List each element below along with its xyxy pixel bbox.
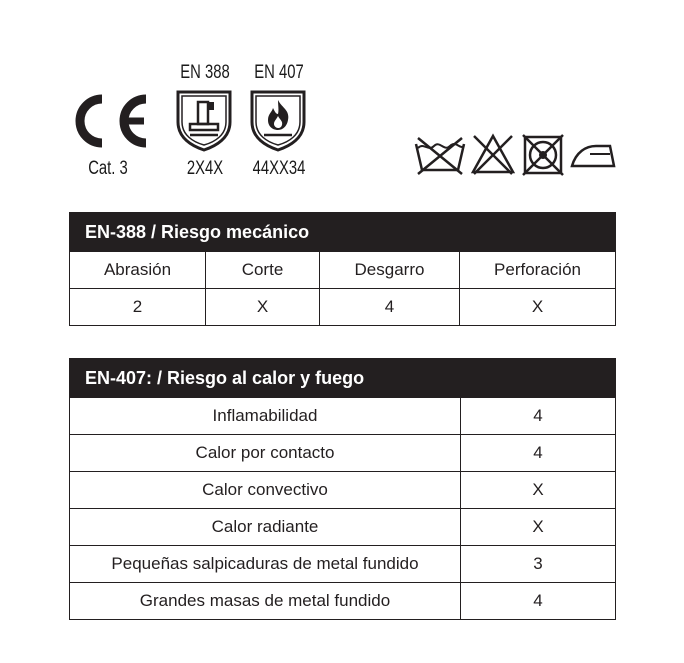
row-value: X xyxy=(461,509,616,546)
row-value: 3 xyxy=(461,546,616,583)
no-wash-icon xyxy=(412,134,468,176)
no-tumble-dry-icon xyxy=(520,132,566,178)
table-value-cell: 2 xyxy=(70,289,206,326)
row-label: Calor radiante xyxy=(70,509,461,546)
row-value: 4 xyxy=(461,398,616,435)
ce-mark-icon xyxy=(66,93,150,149)
table-row xyxy=(70,398,616,435)
en388-header-row xyxy=(70,252,616,289)
iron-icon xyxy=(568,138,618,172)
row-value: 4 xyxy=(461,435,616,472)
row-label: Inflamabilidad xyxy=(70,398,461,435)
en388-table-title: EN-388 / Riesgo mecánico xyxy=(70,213,616,252)
en407-standard-label: EN 407 xyxy=(254,62,304,83)
en388-standard-label: EN 388 xyxy=(180,62,230,83)
row-value: X xyxy=(461,472,616,509)
table-row xyxy=(70,583,616,620)
table-row xyxy=(70,509,616,546)
table-header-cell: Perforación xyxy=(460,252,616,289)
row-label: Calor por contacto xyxy=(70,435,461,472)
table-row xyxy=(70,546,616,583)
table-value-cell: X xyxy=(460,289,616,326)
en388-mechanical-hazard-icon xyxy=(174,88,234,152)
table-header-cell: Abrasión xyxy=(70,252,206,289)
no-bleach-icon xyxy=(470,132,516,176)
en407-code: 44XX34 xyxy=(252,158,306,179)
en407-table xyxy=(69,358,616,620)
en388-table xyxy=(69,212,616,326)
table-header-cell: Desgarro xyxy=(320,252,460,289)
en407-table-title: EN-407: / Riesgo al calor y fuego xyxy=(70,359,616,398)
row-label: Pequeñas salpicaduras de metal fundido xyxy=(70,546,461,583)
ce-category: Cat. 3 xyxy=(88,158,128,179)
en388-code: 2X4X xyxy=(186,158,224,179)
row-value: 4 xyxy=(461,583,616,620)
table-value-cell: X xyxy=(206,289,320,326)
table-header-cell: Corte xyxy=(206,252,320,289)
table-value-cell: 4 xyxy=(320,289,460,326)
row-label: Calor convectivo xyxy=(70,472,461,509)
en407-flame-icon xyxy=(248,88,308,152)
table-row xyxy=(70,435,616,472)
en388-value-row xyxy=(70,289,616,326)
row-label: Grandes masas de metal fundido xyxy=(70,583,461,620)
table-row xyxy=(70,472,616,509)
